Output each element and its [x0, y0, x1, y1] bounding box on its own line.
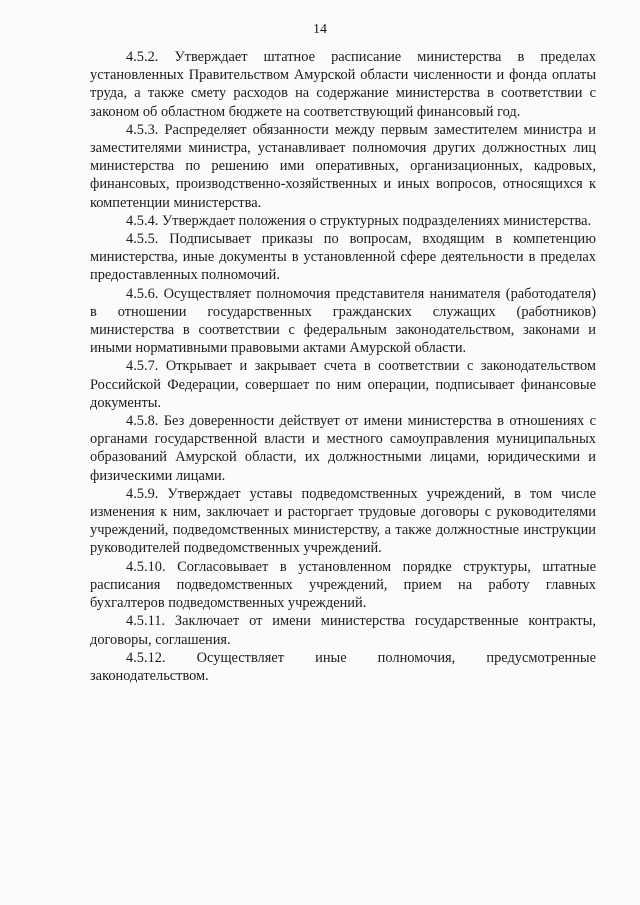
paragraph-4-5-6: 4.5.6. Осуществляет полномочия представителя нанимателя (работодателя) в отношении государственных гражданских служащих (работников) министерства в соответствии с федеральным законодательством, законами и иными нормативными правовыми актами Амурской области. — [90, 285, 596, 357]
paragraph-4-5-7: 4.5.7. Открывает и закрывает счета в соответствии с законодательством Российской Федерации, совершает по ним операции, подписывает финансовые документы. — [90, 358, 596, 411]
paragraph-4-5-11: 4.5.11. Заключает от имени министерства государственные контракты, договоры, соглашения. — [90, 613, 596, 648]
paragraph-4-5-10: 4.5.10. Согласовывает в установленном порядке структуры, штатные расписания подведомственных учреждений, прием на работу главных бухгалтеров подведомственных учреждений. — [90, 558, 596, 612]
paragraph-4-5-12: 4.5.12. Осуществляет иные полномочия, предусмотренные законодательством. — [90, 649, 596, 684]
paragraph-4-5-8: 4.5.8. Без доверенности действует от имени министерства в отношениях с органами государственной власти и местного самоуправления муниципальных образований Амурской области, их должностными лицами, юридическими и физическими лицами. — [90, 413, 596, 484]
paragraph-4-5-5: 4.5.5. Подписывает приказы по вопросам, входящим в компетенцию министерства, иные документы в установленной сфере деятельности в пределах предоставленных полномочий. — [90, 231, 596, 284]
paragraph-4-5-4: 4.5.4. Утверждает положения о структурных подразделениях министерства. — [126, 212, 592, 229]
document-body — [90, 48, 596, 685]
page-number: 14 — [313, 22, 327, 37]
paragraph-4-5-3: 4.5.3. Распределяет обязанности между первым заместителем министра и заместителями министра, устанавливает полномочия других должностных лиц министерства по решению ими оперативных, организационных, кадровых, финансовых, производственно-хозяйственных и иных вопросов, относящихся к компетенции министерства. — [90, 121, 596, 211]
paragraph-4-5-2: 4.5.2. Утверждает штатное расписание министерства в пределах установленных Правительством Амурской области численности и фонда оплаты труда, а также смету расходов на содержание министерства в соответствии с законом об областном бюджете на соответствующий финансовый год. — [90, 49, 596, 120]
paragraph-4-5-9: 4.5.9. Утверждает уставы подведомственных учреждений, в том числе изменения к ним, заключает и расторгает трудовые договоры с руководителями учреждений, подведомственных министерству, а также должностные инструкции руководителей подведомственных учреждений. — [90, 485, 596, 557]
